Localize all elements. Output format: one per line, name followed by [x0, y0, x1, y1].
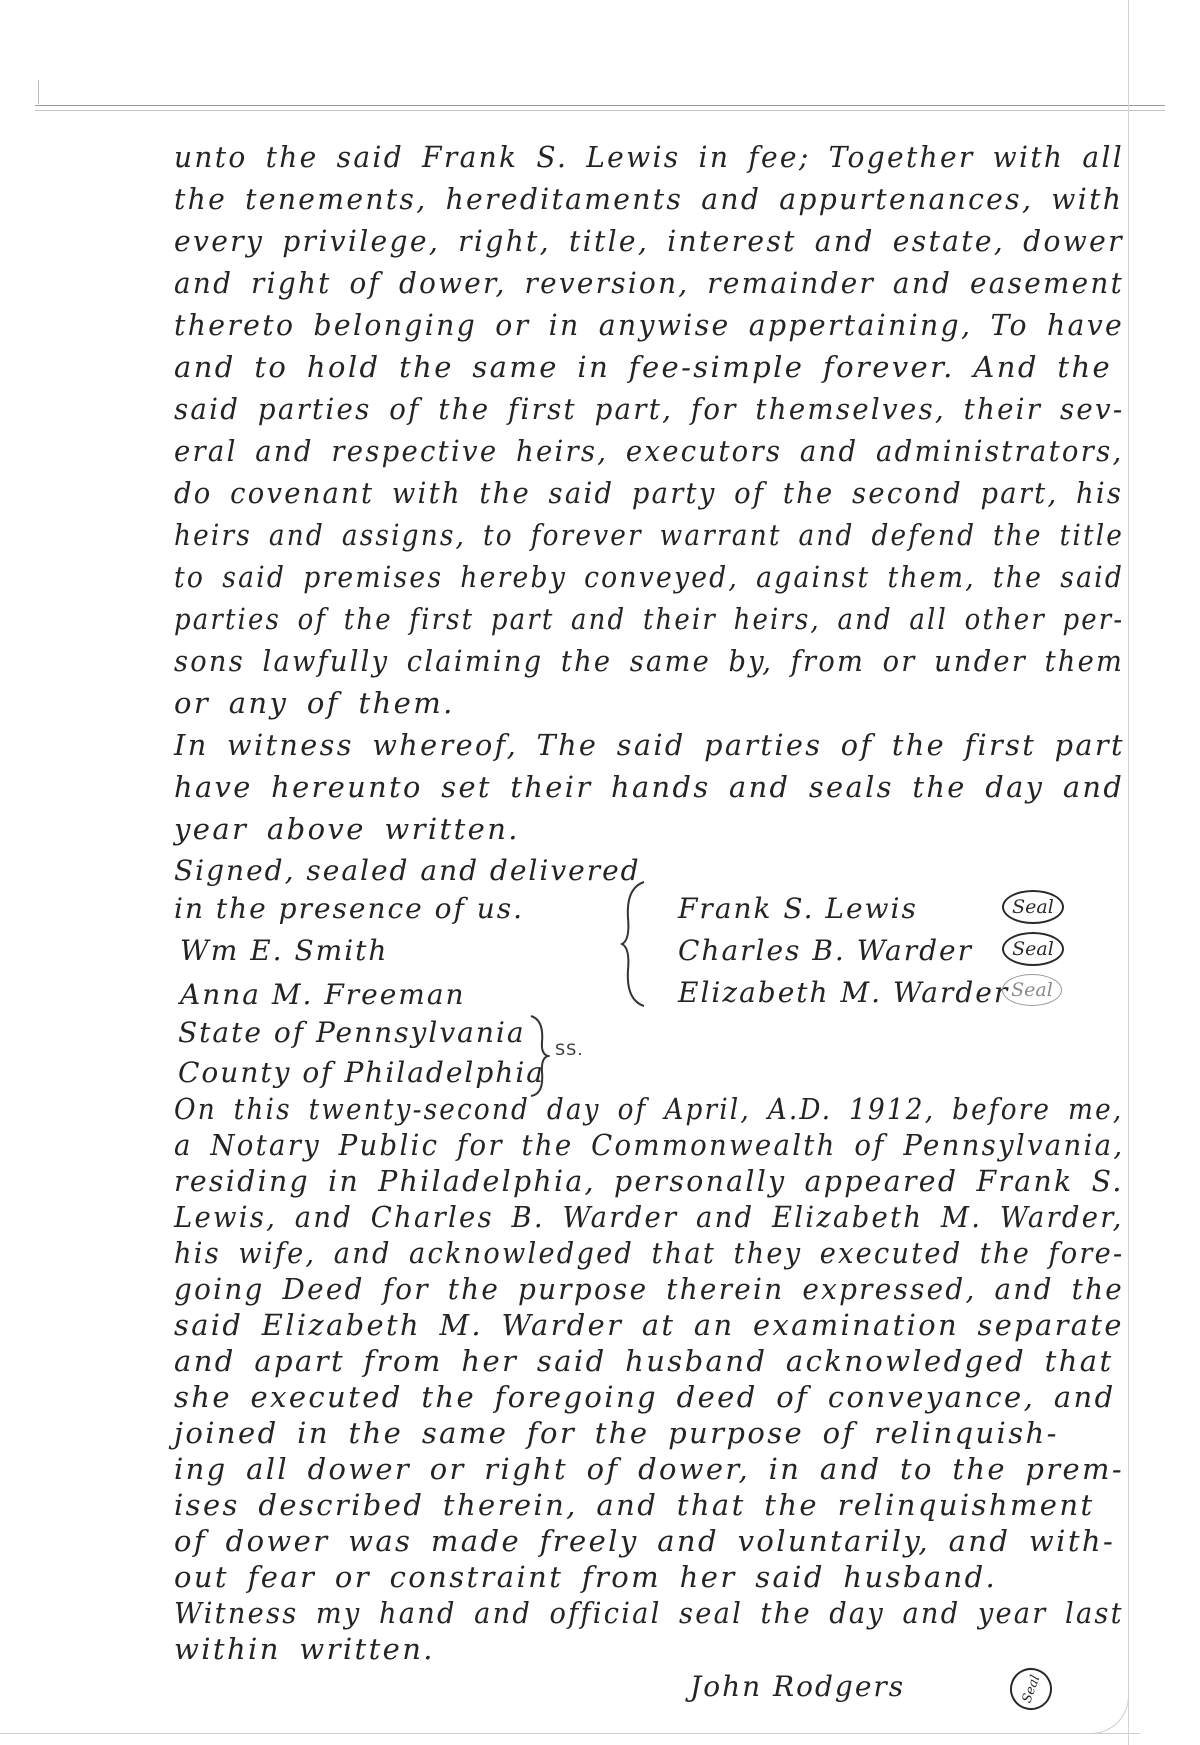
acknowledgment-line: she executed the foregoing deed of conveyance, and: [174, 1380, 1116, 1414]
notary-signature: John Rodgers: [690, 1670, 906, 1703]
signature-brace: [620, 880, 650, 1008]
acknowledgment-line: joined in the same for the purpose of relinquish-: [174, 1416, 1059, 1450]
deed-line: unto the said Frank S. Lewis in fee; Together with all: [174, 140, 1125, 174]
acknowledgment-line: a Notary Public for the Commonwealth of Pennsylvania,: [174, 1128, 1125, 1162]
deed-line: to said premises hereby conveyed, against them, the said: [174, 560, 1125, 594]
acknowledgment-line: said Elizabeth M. Warder at an examination separate: [174, 1308, 1124, 1342]
seal-mark: Seal: [1002, 974, 1062, 1006]
grantor-signature: Elizabeth M. Warder: [678, 976, 1010, 1009]
grantor-signature: Charles B. Warder: [678, 934, 974, 967]
seal-mark: Seal: [1002, 890, 1064, 924]
acknowledgment-line: ing all dower or right of dower, in and to the prem-: [174, 1452, 1125, 1486]
venue-ss: SS.: [555, 1040, 584, 1059]
deed-line: parties of the first part and their heirs, and all other per-: [174, 602, 1125, 636]
venue-state: State of Pennsylvania: [178, 1016, 526, 1049]
notary-seal: Seal: [1004, 1662, 1058, 1716]
deed-line: sons lawfully claiming the same by, from or under them: [174, 644, 1125, 678]
venue-county: County of Philadelphia: [178, 1056, 545, 1089]
deed-line: thereto belonging or in anywise appertaining, To have: [174, 308, 1125, 342]
top-margin-rule: [35, 105, 1165, 106]
acknowledgment-line: his wife, and acknowledged that they executed the fore-: [174, 1236, 1125, 1270]
acknowledgment-line: going Deed for the purpose therein expressed, and the: [174, 1272, 1125, 1306]
attestation-clause: Witness my hand and official seal the day and year last: [174, 1596, 1124, 1630]
acknowledgment-line: ises described therein, and that the relinquishment: [174, 1488, 1095, 1522]
deed-line: heirs and assigns, to forever warrant and defend the title: [174, 518, 1125, 552]
grantor-signature: Frank S. Lewis: [678, 892, 918, 925]
witness-signature: Wm E. Smith: [180, 934, 389, 967]
acknowledgment-line: and apart from her said husband acknowledged that: [174, 1344, 1114, 1378]
attestation-line: Signed, sealed and delivered: [174, 854, 641, 887]
testimonium-line: In witness whereof, The said parties of the first part: [174, 728, 1125, 762]
acknowledgment-line: residing in Philadelphia, personally appeared Frank S.: [174, 1164, 1124, 1198]
venue-brace: [528, 1014, 550, 1098]
deed-line: and to hold the same in fee-simple forever. And the: [174, 350, 1113, 384]
deed-line: do covenant with the said party of the second part, his: [174, 476, 1124, 510]
attestation-line: in the presence of us.: [174, 892, 525, 925]
witness-signature: Anna M. Freeman: [180, 978, 466, 1011]
acknowledgment-line: On this twenty-second day of April, A.D. 1912, before me,: [174, 1092, 1124, 1126]
page-edge-bottom: [0, 1733, 1140, 1734]
deed-line: the tenements, hereditaments and appurtenances, with: [174, 182, 1124, 216]
margin-tick: [38, 80, 39, 104]
acknowledgment-line: Lewis, and Charles B. Warder and Elizabeth M. Warder,: [174, 1200, 1124, 1234]
deed-line: said parties of the first part, for themselves, their sev-: [174, 392, 1125, 426]
top-margin-rule-secondary: [35, 110, 1165, 111]
testimonium-line: year above written.: [174, 812, 520, 846]
acknowledgment-line: of dower was made freely and voluntarily, and with-: [174, 1524, 1116, 1558]
deed-line: eral and respective heirs, executors and administrators,: [174, 434, 1124, 468]
seal-mark: Seal: [1002, 932, 1064, 966]
attestation-clause: within written.: [174, 1632, 435, 1666]
deed-line: or any of them.: [174, 686, 455, 720]
page-edge-right: [1128, 0, 1129, 1745]
acknowledgment-line: out fear or constraint from her said husband.: [174, 1560, 998, 1594]
testimonium-line: have hereunto set their hands and seals the day and: [174, 770, 1125, 804]
deed-line: and right of dower, reversion, remainder and easement: [174, 266, 1125, 300]
page-corner-curl: [1088, 1692, 1129, 1734]
deed-line: every privilege, right, title, interest and estate, dower: [174, 224, 1124, 258]
